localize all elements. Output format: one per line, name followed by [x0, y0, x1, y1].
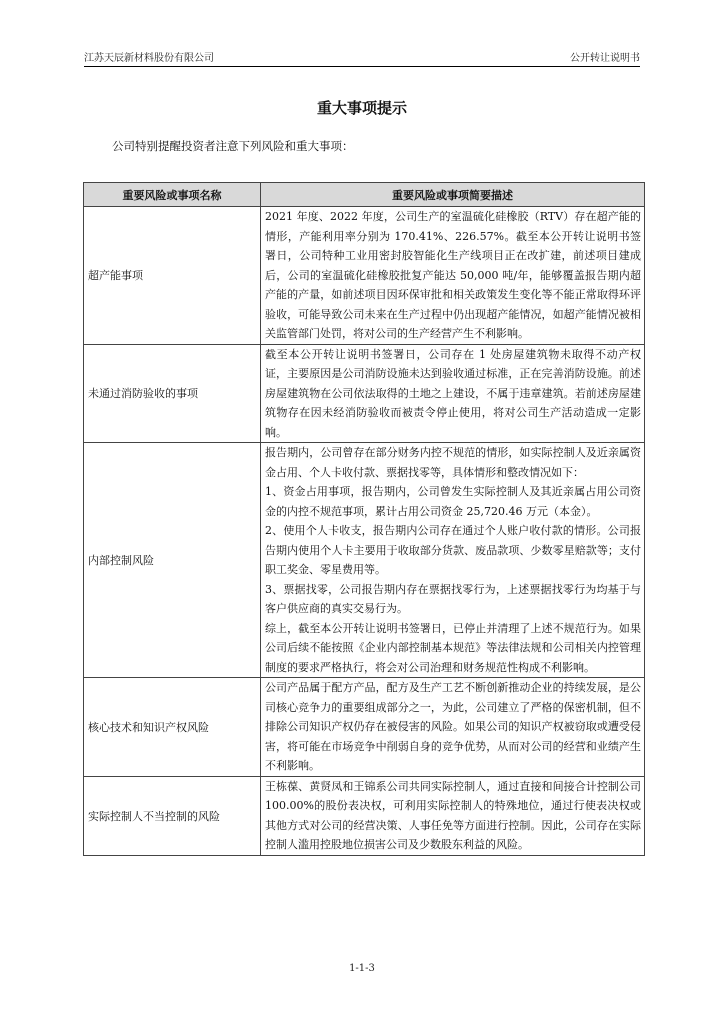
table-row: [84, 776, 645, 855]
table-row: [84, 344, 645, 443]
risk-name: 实际控制人不当控制的风险: [84, 776, 261, 855]
table-row: [84, 443, 645, 678]
description-paragraph: 截至本公开转让说明书签署日，公司存在 1 处房屋建筑物未取得不动产权证，主要原因是公司消防设施未达到验收通过标准，正在完善消防设施。前述房屋建筑物在公司依法取得的土地之上建设，不属于违章建筑。若前述房屋建筑物存在因未经消防验收而被责令停止使用，将对公司生产活动造成一定影响。: [265, 347, 641, 439]
risk-description: [261, 344, 645, 443]
risk-description: [261, 207, 645, 345]
risk-name: 内部控制风险: [84, 443, 261, 678]
description-paragraph: 2、使用个人卡收支，报告期内公司存在通过个人账户收付款的情形。公司报告期内使用个人卡主要用于收取部分货款、废品款项、少数零星赔款等；支付职工奖金、零星费用等。: [265, 524, 641, 576]
column-header-description: 重要风险或事项简要描述: [261, 183, 645, 207]
table-row: [84, 678, 645, 777]
page-title: 重大事项提示: [316, 99, 407, 117]
page-header: [84, 49, 640, 67]
table-header-row: [84, 183, 645, 207]
risk-name: 超产能事项: [84, 207, 261, 345]
risk-description: [261, 443, 645, 678]
intro-text: 公司特别提醒投资者注意下列风险和重大事项：: [112, 139, 354, 153]
description-paragraph: 2021 年度、2022 年度，公司生产的室温硫化硅橡胶（RTV）存在超产能的情形，产能利用率分别为 170.41%、226.57%。截至本公开转让说明书签署日，公司特种工业用密封胶智能化生产线项目正在改扩建，前述项目建成后，公司的室温硫化硅橡胶批复产能达 50,000 吨/年，能够覆盖报告期内超产能的产量，如前述项目因环保审批和相关政策发生变化等不能正常取得环评验收，可能导致公司未来在生产过程中仍出现超产能情况，如超产能情况被相关监管部门处罚，将对公司的生产经营产生不利影响。: [265, 210, 641, 340]
risk-description: [261, 678, 645, 777]
header-company-name: 江苏天辰新材料股份有限公司: [84, 53, 214, 64]
table-row: [84, 207, 645, 345]
description-paragraph: 1、资金占用事项，报告期内，公司曾发生实际控制人及其近亲属占用公司资金的内控不规范事项，累计占用公司资金 25,720.46 万元（本金）。: [265, 485, 641, 518]
description-paragraph: 公司产品属于配方产品，配方及生产工艺不断创新推动企业的持续发展，是公司核心竞争力的重要组成部分之一，为此，公司建立了严格的保密机制，但不排除公司知识产权仍存在被侵害的风险。如果公司的知识产权被窃取或遭受侵害，将可能在市场竞争中削弱自身的竞争优势，从而对公司的经营和业绩产生不利影响。: [265, 681, 641, 772]
description-paragraph: 王栋葆、黄贤凤和王锦系公司共同实际控制人，通过直接和间接合计控制公司 100.00%的股份表决权，可利用实际控制人的特殊地位，通过行使表决权或其他方式对公司的经营决策、人事任免等方面进行控制。因此，公司存在实际控制人滥用控股地位损害公司及少数股东利益的风险。: [265, 779, 641, 851]
description-paragraph: 报告期内，公司曾存在部分财务内控不规范的情形，如实际控制人及近亲属资金占用、个人卡收付款、票据找零等，具体情形和整改情况如下：: [265, 446, 641, 479]
header-divider: [84, 66, 640, 67]
risk-table: [83, 182, 645, 856]
page-number: 1-1-3: [349, 963, 375, 974]
risk-description: [261, 776, 645, 855]
header-document-type: 公开转让说明书: [570, 53, 640, 64]
column-header-name: 重要风险或事项名称: [84, 183, 261, 207]
risk-name: 未通过消防验收的事项: [84, 344, 261, 443]
risk-name: 核心技术和知识产权风险: [84, 678, 261, 777]
description-paragraph: 3、票据找零，公司报告期内存在票据找零行为，上述票据找零行为均基于与客户供应商的真实交易行为。: [265, 582, 641, 615]
description-paragraph: 综上，截至本公开转让说明书签署日，已停止并清理了上述不规范行为。如果公司后续不能按照《企业内部控制基本规范》等法律法规和公司相关内控管理制度的要求严格执行，将会对公司治理和财务规范性构成不利影响。: [265, 621, 641, 674]
